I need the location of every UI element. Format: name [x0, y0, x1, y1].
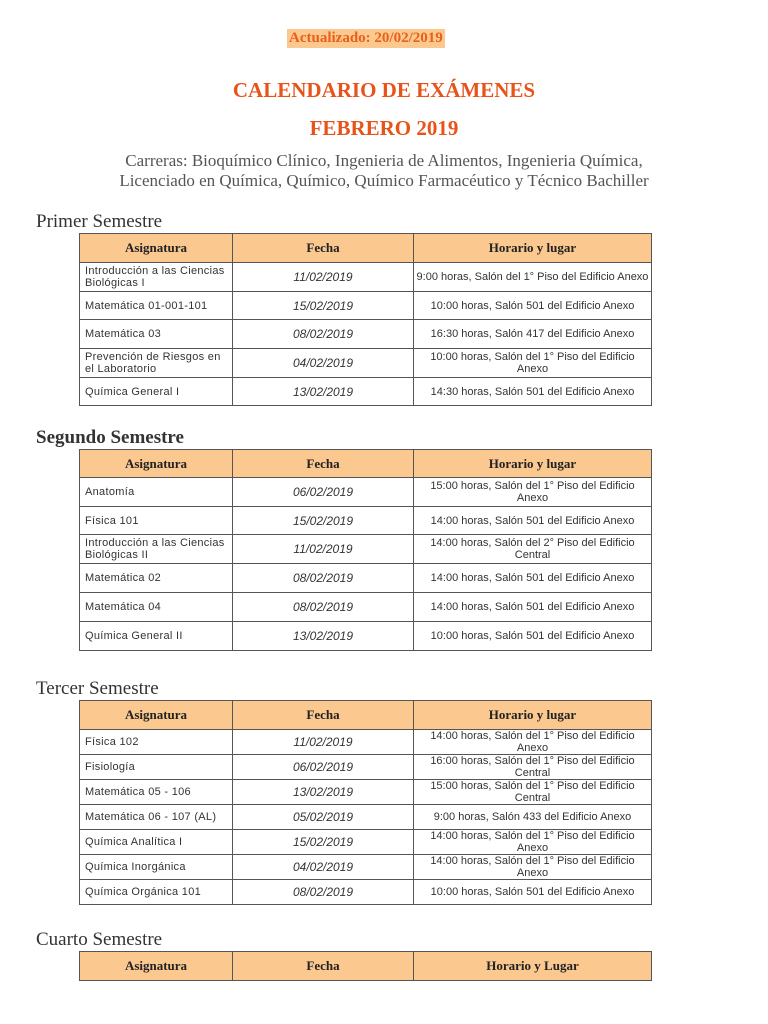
table-row: [80, 830, 652, 855]
place-cell: 14:00 horas, Salón del 1° Piso del Edificio Anexo: [414, 830, 652, 855]
subject-cell: Física 101: [80, 507, 233, 535]
header-subject: Asignatura: [80, 952, 233, 981]
subject-cell: Introducción a las Ciencias Biológicas I: [80, 263, 233, 292]
date-cell: 05/02/2019: [233, 805, 414, 830]
header-subject: Asignatura: [80, 450, 233, 478]
place-cell: 14:30 horas, Salón 501 del Edificio Anexo: [414, 378, 652, 406]
table-row: [80, 622, 652, 651]
careers-list: [0, 151, 768, 191]
table-row: [80, 535, 652, 564]
date-cell: 08/02/2019: [233, 564, 414, 593]
date-cell: 06/02/2019: [233, 478, 414, 507]
date-cell: 06/02/2019: [233, 755, 414, 780]
page-title: CALENDARIO DE EXÁMENES: [232, 78, 536, 102]
exam-table-4: [79, 951, 652, 981]
subject-cell: Química General I: [80, 378, 233, 406]
date-cell: 13/02/2019: [233, 378, 414, 406]
date-cell: 04/02/2019: [233, 349, 414, 378]
header-subject: Asignatura: [80, 701, 233, 730]
table-row: [80, 780, 652, 805]
date-cell: 08/02/2019: [233, 320, 414, 349]
subject-cell: Introducción a las Ciencias Biológicas II: [80, 535, 233, 564]
subject-cell: Matemática 04: [80, 593, 233, 622]
table-row: [80, 349, 652, 378]
subject-cell: Fisiología: [80, 755, 233, 780]
subject-cell: Matemática 03: [80, 320, 233, 349]
subject-cell: Anatomía: [80, 478, 233, 507]
page-month: FEBRERO 2019: [309, 116, 459, 140]
exam-table-1: [79, 233, 652, 406]
subject-cell: Química Inorgánica: [80, 855, 233, 880]
place-cell: 14:00 horas, Salón del 1° Piso del Edificio Anexo: [414, 855, 652, 880]
place-cell: 15:00 horas, Salón del 1° Piso del Edificio Central: [414, 780, 652, 805]
semester-title-4: Cuarto Semestre: [36, 929, 163, 950]
exam-table-2: [79, 449, 652, 651]
updated-date: Actualizado: 20/02/2019: [289, 30, 443, 46]
header-place: Horario y lugar: [414, 450, 652, 478]
header-date: Fecha: [233, 234, 414, 263]
header-place: Horario y Lugar: [414, 952, 652, 981]
place-cell: 9:00 horas, Salón 433 del Edificio Anexo: [414, 805, 652, 830]
date-cell: 15/02/2019: [233, 292, 414, 320]
date-cell: 11/02/2019: [233, 535, 414, 564]
table-row: [80, 805, 652, 830]
table-row: [80, 478, 652, 507]
table-row: [80, 730, 652, 755]
subject-cell: Química Orgánica 101: [80, 880, 233, 905]
header-place: Horario y lugar: [414, 234, 652, 263]
table-row: [80, 320, 652, 349]
table-row: [80, 880, 652, 905]
header-date: Fecha: [233, 701, 414, 730]
place-cell: 14:00 horas, Salón del 2° Piso del Edificio Central: [414, 535, 652, 564]
place-cell: 9:00 horas, Salón del 1° Piso del Edificio Anexo: [414, 263, 652, 292]
subject-cell: Química Analítica I: [80, 830, 233, 855]
semester-title-2: Segundo Semestre: [36, 427, 184, 448]
subject-cell: Matemática 01-001-101: [80, 292, 233, 320]
place-cell: 14:00 horas, Salón 501 del Edificio Anexo: [414, 507, 652, 535]
subject-cell: Matemática 02: [80, 564, 233, 593]
exam-table-3: [79, 700, 652, 905]
table-row: [80, 755, 652, 780]
place-cell: 10:00 horas, Salón 501 del Edificio Anexo: [414, 292, 652, 320]
date-cell: 08/02/2019: [233, 593, 414, 622]
table-row: [80, 263, 652, 292]
place-cell: 15:00 horas, Salón del 1° Piso del Edificio Anexo: [414, 478, 652, 507]
subject-cell: Química General II: [80, 622, 233, 651]
date-cell: 15/02/2019: [233, 507, 414, 535]
place-cell: 16:00 horas, Salón del 1° Piso del Edificio Central: [414, 755, 652, 780]
date-cell: 13/02/2019: [233, 622, 414, 651]
subject-cell: Prevención de Riesgos en el Laboratorio: [80, 349, 233, 378]
date-cell: 04/02/2019: [233, 855, 414, 880]
subject-cell: Matemática 05 - 106: [80, 780, 233, 805]
date-cell: 08/02/2019: [233, 880, 414, 905]
header-date: Fecha: [233, 450, 414, 478]
place-cell: 14:00 horas, Salón 501 del Edificio Anexo: [414, 593, 652, 622]
table-row: [80, 593, 652, 622]
date-cell: 11/02/2019: [233, 730, 414, 755]
semester-title-3: Tercer Semestre: [36, 678, 159, 699]
header-date: Fecha: [233, 952, 414, 981]
place-cell: 14:00 horas, Salón 501 del Edificio Anexo: [414, 564, 652, 593]
table-row: [80, 564, 652, 593]
place-cell: 10:00 horas, Salón 501 del Edificio Anexo: [414, 622, 652, 651]
place-cell: 14:00 horas, Salón del 1° Piso del Edificio Anexo: [414, 730, 652, 755]
date-cell: 11/02/2019: [233, 263, 414, 292]
careers-line-1: Carreras: Bioquímico Clínico, Ingenieria de Alimentos, Ingenieria Química,: [125, 151, 643, 170]
subject-cell: Matemática 06 - 107 (AL): [80, 805, 233, 830]
header-place: Horario y lugar: [414, 701, 652, 730]
careers-line-2: Licenciado en Química, Químico, Químico Farmacéutico y Técnico Bachiller: [119, 171, 649, 190]
place-cell: 16:30 horas, Salón 417 del Edificio Anexo: [414, 320, 652, 349]
table-row: [80, 507, 652, 535]
semester-title-1: Primer Semestre: [36, 211, 163, 232]
table-row: [80, 292, 652, 320]
place-cell: 10:00 horas, Salón del 1° Piso del Edificio Anexo: [414, 349, 652, 378]
place-cell: 10:00 horas, Salón 501 del Edificio Anexo: [414, 880, 652, 905]
table-row: [80, 378, 652, 406]
date-cell: 15/02/2019: [233, 830, 414, 855]
table-row: [80, 855, 652, 880]
date-cell: 13/02/2019: [233, 780, 414, 805]
subject-cell: Física 102: [80, 730, 233, 755]
header-subject: Asignatura: [80, 234, 233, 263]
